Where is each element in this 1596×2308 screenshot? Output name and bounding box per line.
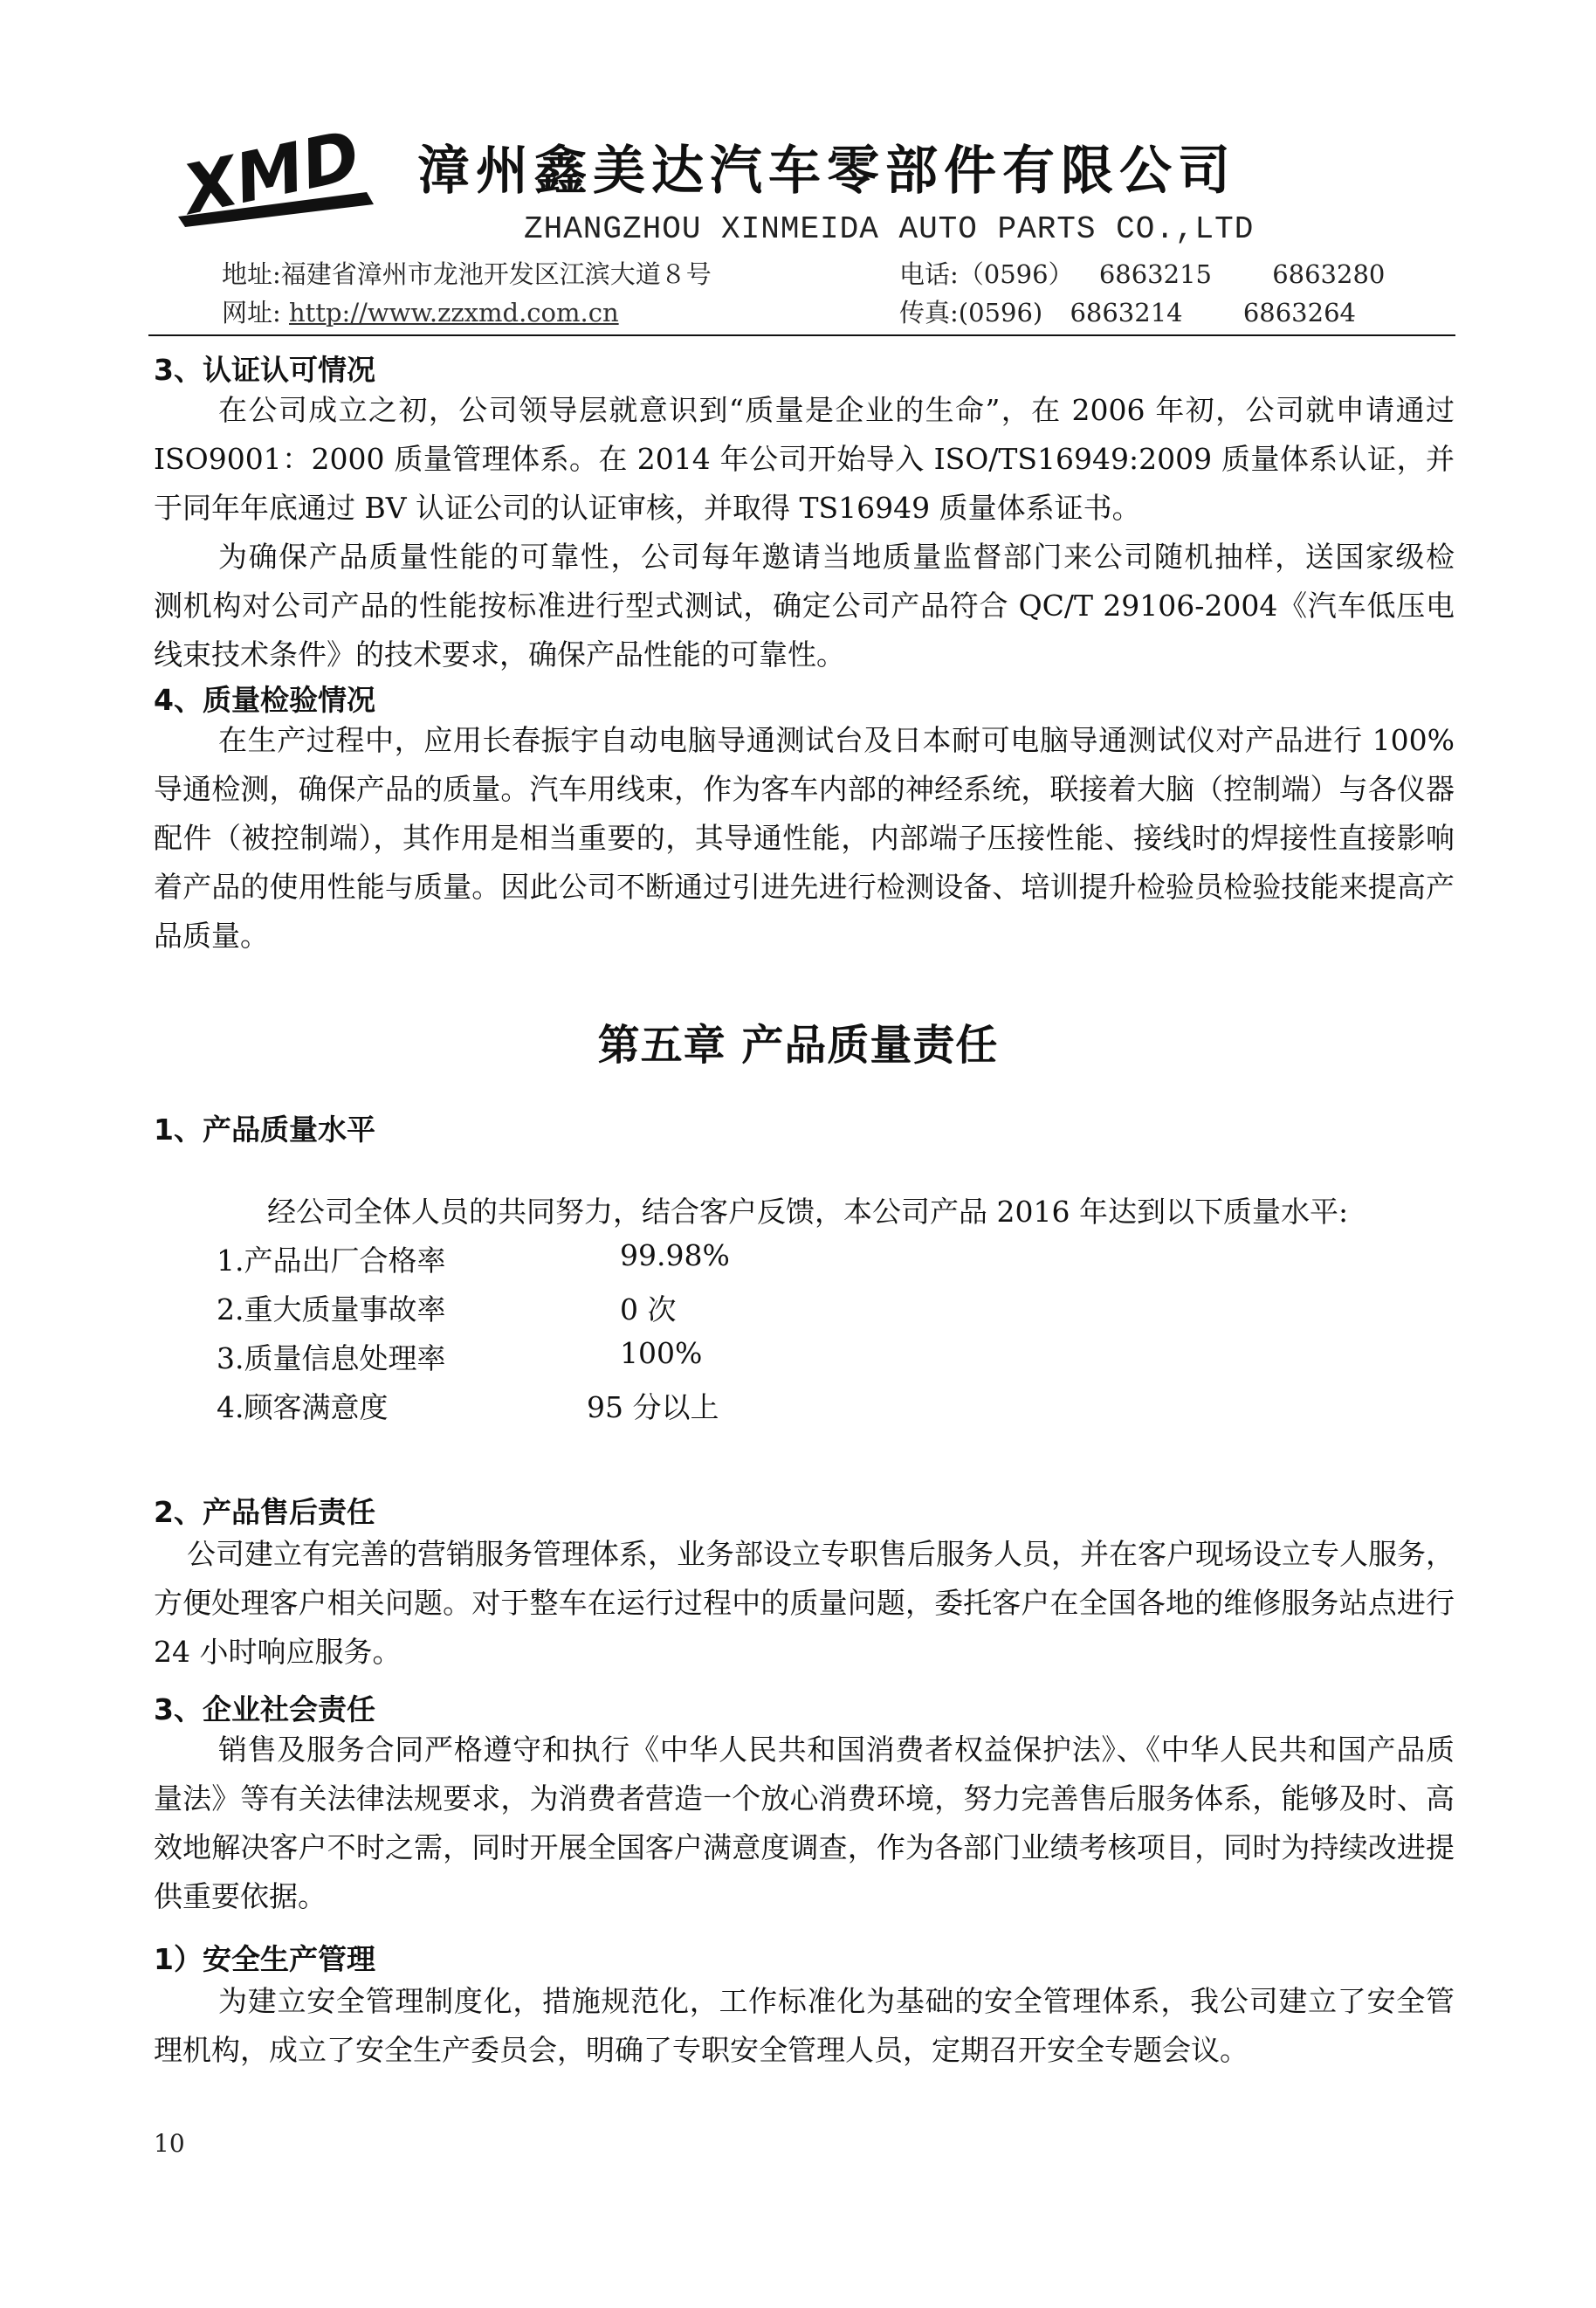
quality-item-4 <box>217 1385 719 1426</box>
section-3-body <box>154 386 1483 679</box>
page-number: 10 <box>154 2129 185 2158</box>
chapter-section-2-paragraph: 公司建立有完善的营销服务管理体系，业务部设立专职售后服务人员，并在客户现场设立专人服务，方便处理客户相关问题。对于整车在运行过程中的质量问题，委托客户在全国各地的维修服务站点进行 24 小时响应服务。 <box>154 1537 1455 1669</box>
quality-item-2 <box>217 1287 677 1328</box>
safety-body <box>154 1977 1455 2075</box>
header-divider <box>148 334 1455 336</box>
fax-area: (0596) <box>958 298 1043 327</box>
quality-item-label: 3.质量信息处理率 <box>217 1341 446 1375</box>
website-label: 网址: <box>222 298 281 327</box>
section-4-body <box>154 716 1455 961</box>
fax-number-2: 6863264 <box>1242 298 1356 327</box>
chapter-section-2-body <box>154 1530 1455 1677</box>
company-name-cn: 漳州鑫美达汽车零部件有限公司 <box>417 141 1236 202</box>
quality-item-1 <box>217 1238 730 1279</box>
company-name-en: ZHANGZHOU XINMEIDA AUTO PARTS CO.,LTD <box>524 211 1255 247</box>
quality-item-value: 99.98% <box>620 1238 730 1272</box>
section-3-heading: 3、认证认可情况 <box>154 353 375 387</box>
quality-item-label: 4.顾客满意度 <box>217 1390 389 1424</box>
chapter-section-3-paragraph: 销售及服务合同严格遵守和执行《中华人民共和国消费者权益保护法》、《中华人民共和国产品质量法》等有关法律法规要求，为消费者营造一个放心消费环境，努力完善售后服务体系，能够及时、高效地解决客户不时之需，同时开展全国客户满意度调查，作为各部门业绩考核项目，同时为持续改进提供重要依据。 <box>154 1733 1455 1913</box>
section-3-paragraph-2: 为确保产品质量性能的可靠性，公司每年邀请当地质量监督部门来公司随机抽样，送国家级检 测机构对公司产品的性能按标准进行型式测试，确定公司产品符合 QC/T 29106-2004《汽车低压电线束技术条件》的技术要求，确保产品性能的可靠性。 <box>154 540 1483 672</box>
fax-label: 传真: <box>899 298 959 327</box>
safety-subheading: 1）安全生产管理 <box>154 1942 375 1976</box>
section-4-paragraph-1: 在生产过程中，应用长春振宇自动电脑导通测试台及日本耐可电脑导通测试仪对产品进行 100%导通检测，确保产品的质量。汽车用线束，作为客车内部的神经系统，联接着大脑（控制端）与各仪器配件（被控制端），其作用是相当重要的，其导通性能，内部端子压接性能、接线时的焊接性直接影响着产品的使用性能与质量。因此公司不断通过引进先进行检测设备、培训提升检验员检验技能来提高产品质量。 <box>154 723 1455 953</box>
address: 地址:福建省漳州市龙池开发区江滨大道８号 <box>222 259 712 289</box>
phone-label: 电话: <box>899 259 959 289</box>
chapter-section-3-heading: 3、企业社会责任 <box>154 1692 375 1726</box>
fax-number-1: 6863214 <box>1070 298 1183 327</box>
phone-line <box>899 255 1385 291</box>
website-line <box>222 293 619 329</box>
chapter-section-2-heading: 2、产品售后责任 <box>154 1495 375 1529</box>
quality-item-value: 100% <box>620 1336 703 1370</box>
phone-number-1: 6863215 <box>1098 259 1212 289</box>
website-link[interactable]: http://www.zzxmd.com.cn <box>289 298 619 327</box>
chapter-title: 第五章 产品质量责任 <box>597 1021 999 1070</box>
safety-paragraph: 为建立安全管理制度化，措施规范化，工作标准化为基础的安全管理体系，我公司建立了安全管理机构，成立了安全生产委员会，明确了专职安全管理人员，定期召开安全专题会议。 <box>154 1984 1455 2067</box>
quality-item-label: 2.重大质量事故率 <box>217 1292 446 1326</box>
company-logo <box>173 112 375 227</box>
phone-number-2: 6863280 <box>1272 259 1386 289</box>
quality-item-label: 1.产品出厂合格率 <box>217 1244 446 1278</box>
quality-intro: 经公司全体人员的共同努力，结合客户反馈，本公司产品 2016 年达到以下质量水平: <box>267 1195 1349 1229</box>
phone-area: （0596） <box>958 259 1074 289</box>
quality-item-3 <box>217 1336 703 1377</box>
logo-text: XMD <box>176 116 367 227</box>
chapter-section-1-heading: 1、产品质量水平 <box>154 1113 375 1147</box>
chapter-section-3-body <box>154 1726 1455 1921</box>
section-3-paragraph-1: 在公司成立之初，公司领导层就意识到“质量是企业的生命”，在 2006 年初，公司就申请通过 ISO9001：2000 质量管理体系。在 2014 年公司开始导入 ISO/TS16949:2009 质量体系认证，并于同年年底通过 BV 认证公司的认证审核，并取得 TS16949 质量体系证书。 <box>154 393 1455 525</box>
quality-item-value: 0 次 <box>620 1292 677 1326</box>
section-4-heading: 4、质量检验情况 <box>154 683 375 717</box>
fax-line <box>899 293 1356 329</box>
quality-item-value: 95 分以上 <box>587 1390 719 1424</box>
